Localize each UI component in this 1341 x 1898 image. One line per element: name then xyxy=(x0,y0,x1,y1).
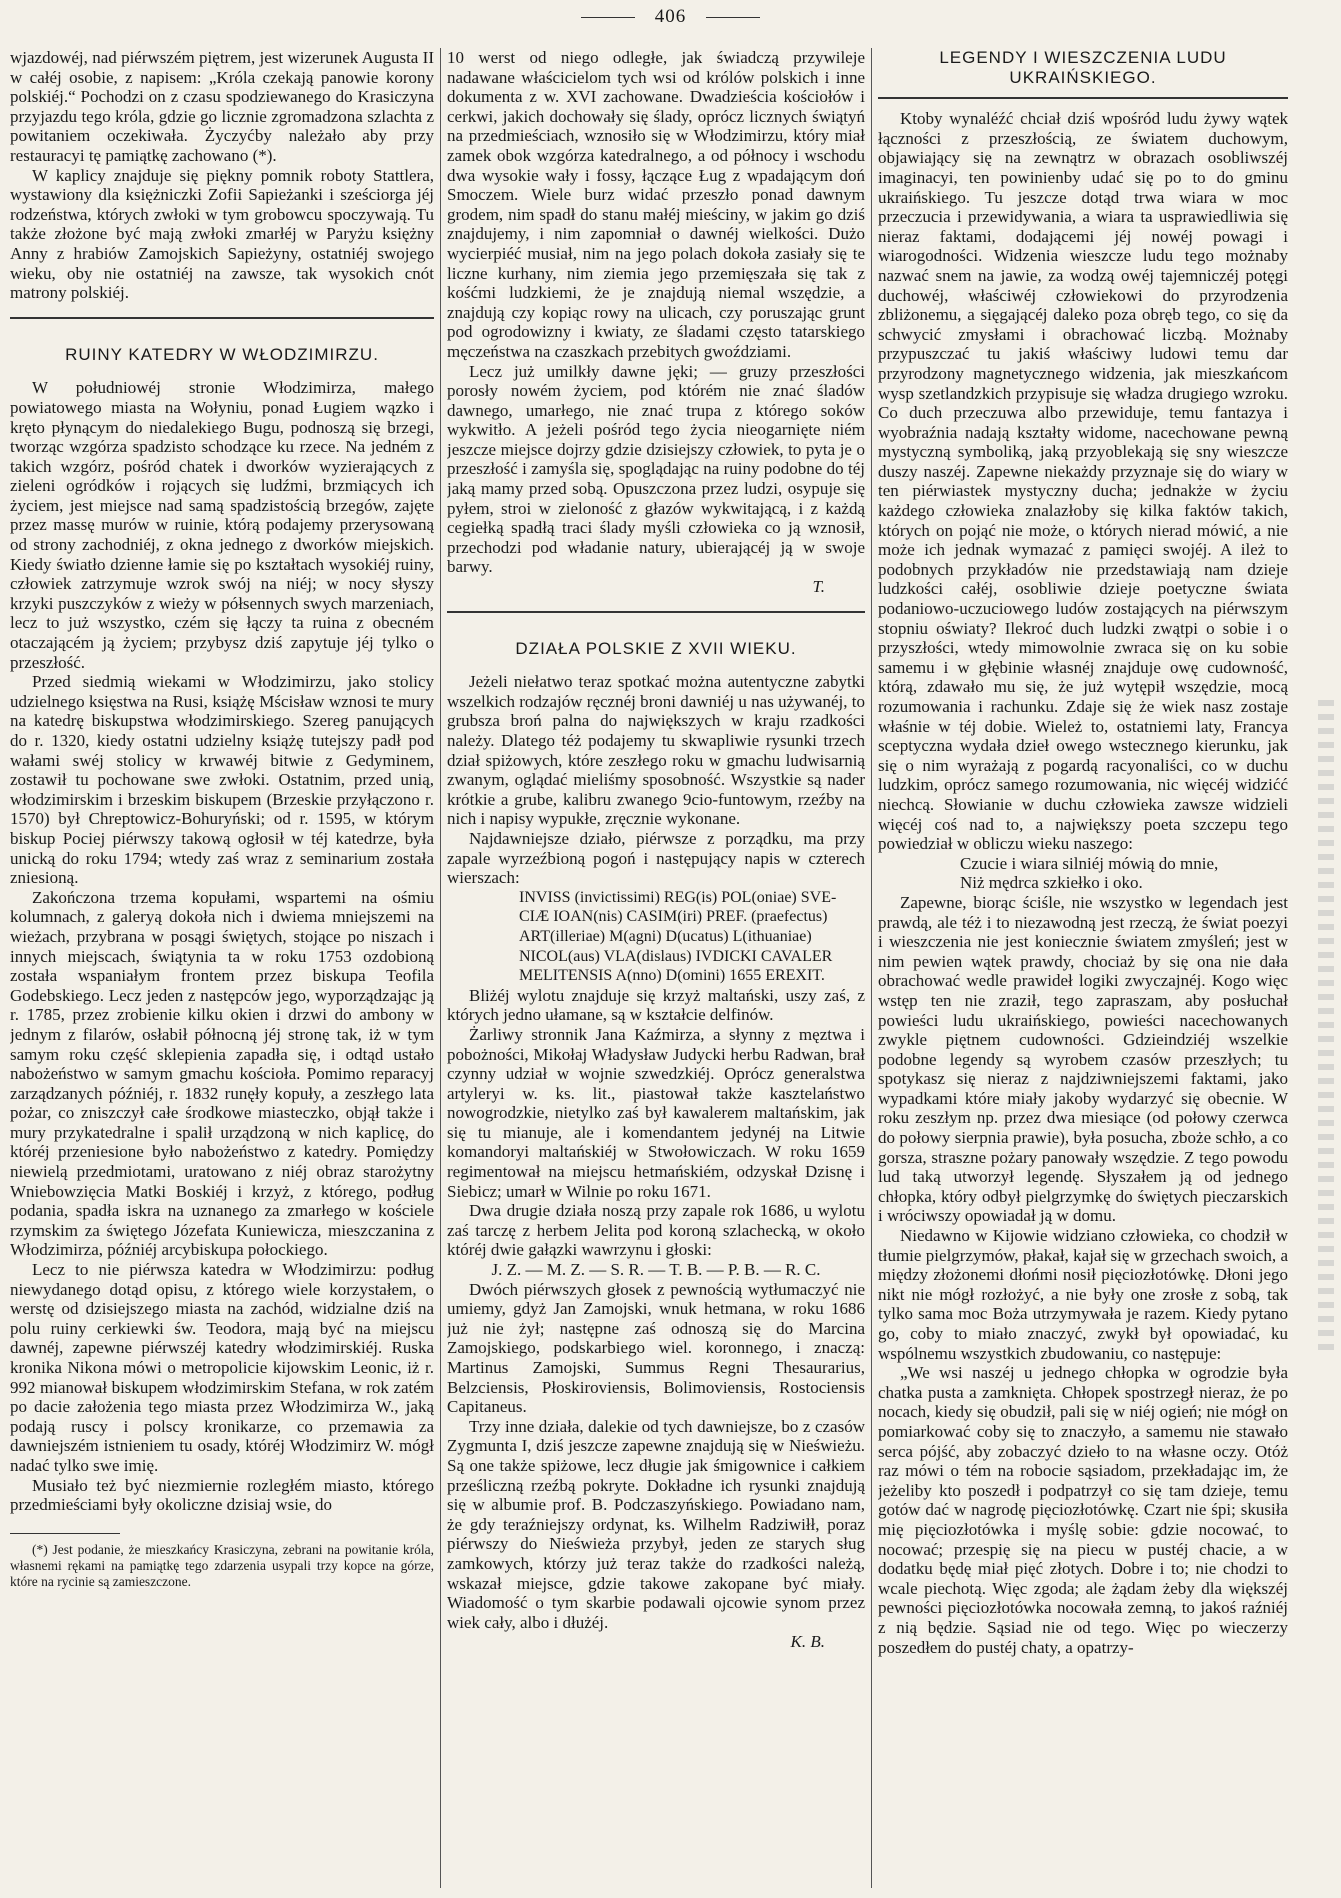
column-3 xyxy=(878,48,1288,1888)
article-paragraph: Dwa drugie działa noszą przy zapale rok 1686, u wylotu zaś tarczę z herbem Jelita pod koroną szlachecką, w około któréj dwie gałązki wawrzynu i głoski: xyxy=(447,1201,865,1260)
page-number: 406 xyxy=(654,6,687,27)
article-paragraph: Dwóch piérwszych głosek z pewnością wytłumaczyć nie umiemy, gdyż Jan Zamojski, wnuk hetmana, w roku 1686 już nie żył; następne zaś odnoszą się do Marcina Zamojskiego, podskarbiego wiel. koronnego, i znaczą: Martinus Zamojski, Summus Regni Thesaurarius, Belzciensis, Płoskiroviensis, Bolimoviensis, Rostociensis Capitaneus. xyxy=(447,1279,865,1417)
column-1 xyxy=(10,48,434,1888)
section-divider xyxy=(447,611,865,613)
poem-quote xyxy=(878,854,1288,893)
article-paragraph: „We wsi naszéj u jednego chłopka w ogrodzie była chatka pusta a zamknięta. Chłopek spostrzegł nieraz, że po nocach, kiedy się obudził, pali się w niéj ogień; nie mógł on pomiarkować coby się to znaczyło, a samemu nie stawało serca pójść, aby zobaczyć dzieło to na własne oczy. Otóż raz mówi o tém na robocie sąsiadom, przekładając im, że jeżeliby kto poszedł i podpatrzył co się tam dzieje, temu gotów dać w nagrodę pięciozłotówkę. Czart nie śpi; skusiła mię pięciozłotówka i myślę sobie: gdzie nocować, to nocować; przespię się na piecu w pustéj chacie, a w dodatku będę miał pięć złotych. Dobre i to; nie chodzi to wcale piechotą. Więc zgoda; ale żądam żeby dla większéj pewności pięciozłotówka nocowała zemną, to jakoś raźniéj z nią będzie. Sąsiad nie od tego. Więc po wieczerzy poszedłem do pustéj chaty, a opatrzy- xyxy=(878,1363,1288,1657)
footnote: (*) Jest podanie, że mieszkańcy Krasiczyna, zebrani na powitanie króla, własnemi rękami na pamiątkę tego zdarzenia usypali trzy kopce na górze, które na rycinie są zamieszczone. xyxy=(10,1541,434,1589)
cannon-letters: J. Z. — M. Z. — S. R. — T. B. — P. B. — R. C. xyxy=(491,1260,821,1280)
article-paragraph: Żarliwy stronnik Jana Kaźmirza, a słynny z męztwa i pobożności, Mikołaj Władysław Judycki herbu Radwan, brał czynny udział w wojnie szwedzkiéj. Oprócz generalstwa artyleryi w. ks. lit., piastował także kasztelaństwo nowogrodzkie, nietylko zaś był kawalerem maltańskim, jak się tu mianuje, ale i komendantem jedynéj na Litwie komandoryi maltańskiéj w Stwołowiczach. W roku 1659 regimentował na miejscu hetmańskiém, odzyskał Dzisnę i Siebicz; umarł w Wilnie po roku 1671. xyxy=(447,1024,865,1201)
column-rule-1 xyxy=(440,48,441,1888)
inscription-line: ART(illeriae) M(agni) D(ucatus) L(ithuaniae) xyxy=(519,927,812,945)
inscription-line: NICOL(aus) VLA(dislaus) IVDICKI CAVALER xyxy=(519,947,833,965)
header-rule-left xyxy=(581,17,635,18)
article-paragraph: Lecz to nie piérwsza katedra w Włodzimirzu: podług niewydanego dotąd opisu, z którego wiele korzystałem, o werstę od dzisiejszego miasta na zachód, widzialne dziś na polu ruiny cerkiewki św. Teodora, mają być na miejscu dawnéj, zapewne piérwszéj katedry włodzimirskiéj. Ruska kronika Nikona mówi o metropolicie kijowskim Leonic, iż r. 992 mianował biskupem włodzimirskim Stefana, w rok zatém po dacie założenia tego miasta przez Włodzimirza W., jaką podają ruscy i polscy kronikarze, co przemawia za dawniejszém istnieniem tu osady, któréj Włodzimirz W. mógł nadać tylko swe imię. xyxy=(10,1260,434,1475)
article-paragraph: Zapewne, biorąc ściśle, nie wszystko w legendach jest prawdą, ale téż i to niezawodną jest rzeczą, że świat poezyi i wieszczenia nie jest koniecznie światem zmyśleń; jest w nim pewien wątek prawdy, chociaż by się ona nie dała obrachować wedle prawideł logiki zwyczajnéj. Kogo więc wstęp ten nie zraził, tego zapraszam, aby posłuchał powieści ludu ukraińskiego, powieści nacechowanych zwykle piętnem cudowności. Gdzieindziéj wszelkie podobne legendy są wyrobem czasów przeszłych; tu spotykasz się nieraz z najdziwniejszemi faktami, jako wypadkami które miały jakoby wydarzyć się obecnie. W roku zeszłym np. przez dwa miesiące (od połowy czerwca do połowy sierpnia prawie), była posucha, zboże schło, a co gorsza, straszne pożary panowały wszędzie. Z tego powodu lud taką utworzył legendę. Słyszałem ją od jednego chłopka, który odbył pielgrzymkę do świętych pieczarskich i wróciwszy opowiadał ją w domu. xyxy=(878,892,1288,1226)
article-paragraph: Trzy inne działa, dalekie od tych dawniejsze, bo z czasów Zygmunta I, dziś jeszcze zapewne znajdują się w Nieświeżu. Są one także spiżowe, lecz długie jak śmigownice i całkiem prześliczną rzeźbą pokryte. Dokładne ich rysunki znajdują się w albumie prof. B. Podczaszyńskiego. Powiadano nam, że gdy teraźniejszy ordynat, ks. Wilhelm Radziwiłł, poraz piérwszy do Nieświeża przybył, jeden ze starych sług zamkowych, którzy już teraz także do rzadkości należą, wskazał miejsce, gdzie takowe zakopane być miały. Wiadomość o tym skarbie podawali ojcowie synom przez wiek cały, albo i dłużéj. xyxy=(447,1416,865,1632)
column-rule-2 xyxy=(871,48,872,1888)
article-paragraph: Bliżéj wylotu znajduje się krzyż maltański, uszy zaś, z których jedno ułamane, są w kształcie delfinów. xyxy=(447,985,865,1025)
article-title-legendy: LEGENDY I WIESZCZENIA LUDU UKRAIŃSKIEGO. xyxy=(878,48,1288,99)
article-paragraph: W południowéj stronie Włodzimirza, małego powiatowego miasta na Wołyniu, ponad Ługiem wązko i kręto płynącym do niedalekiego Bugu, podnoszą się brzegi, tworząc wzgórza spadzisto schodzące ku rzece. Na jedném z takich wzgórz, pośród chatek i dworków wyzierających z zieleni ogródków i rojących się ludźmi, brzmiących ich życiem, jest miejsce nad samą spadzistością brzegów, zajęte przez massę murów w ruinie, którą podajemy przerysowaną od strony zachodniéj, z okna jednego z dworków miejskich. Kiedy światło dzienne łamie się po kształtach wysokiéj ruiny, człowiek zatrzymuje wzrok swój na niéj; w nocy słyszy krzyki puszczyków z wieży w półsennych swych marzeniach, lecz to już wszystko, czém się łączy ta ruina z obecném otaczającém ją życiem; przybysz dziś zapytuje jéj tylko o przeszłość. xyxy=(10,378,434,672)
article-paragraph: Lecz już umilkły dawne jęki; — gruzy przeszłości porosły nowém życiem, pod którém nie znać śladów dawnego, umarłego, nie znać trupa z którego soków wykwitło. A jeżeli pośród tego życia nieogarnięte niém jeszcze miejsce dojrzy gdzie dzisiejszy człowiek, to pyta je o przeszłość i zamyśla się, spoglądając na ruiny podobne do téj jaką mamy przed sobą. Opuszczona przez ludzi, osypuje się pyłem, stroi w zieloność z głazów wykwitającą, i z każdą cegiełką spadłą traci ślady myśli człowieka co ją wznosił, przechodzi pod władanie natury, ubierającéj ją w swoje barwy. xyxy=(447,361,865,577)
article-paragraph: Niedawno w Kijowie widziano człowieka, co chodził w tłumie pielgrzymów, płakał, kajał się w grzechach swoich, a między złożonemi dłońmi nosił pięciozłotówkę. Dłoni jego nikt nie mógł rozłożyć, a nie były one zrosłe z sobą, tak tylko sama moc Boża utrzymywała je razem. Kiedy pytano go, coby to miało znaczyć, zwykł był opowiadać, ku wspólnemu wszystkich zbudowaniu, co następuje: xyxy=(878,1226,1288,1363)
cannon-inscription xyxy=(447,888,865,986)
author-signature: T. xyxy=(812,577,825,597)
column-2 xyxy=(447,48,865,1888)
footnote-rule xyxy=(10,1533,120,1534)
article-paragraph: W kaplicy znajduje się piękny pomnik roboty Stattlera, wystawiony dla księżniczki Zofii Sapieżanki i sześciorga jéj rodzeństwa, których zwłoki w tym grobowcu spoczywają. Tu także złożone być mają zwłoki zmarłéj w Paryżu księżny Anny z hrabiów Zamojskich Sapieżyny, ostatniéj swojego wieku, oby nie ostatniéj na zawsze, tak wysokich cnót matrony polskiéj. xyxy=(10,165,434,303)
article-paragraph: Zakończona trzema kopułami, wspartemi na ośmiu kolumnach, z galeryą dokoła nich i dwiema mniejszemi na wieżach, przybrana w posągi świętych, stojące po niszach i innych miejscach, świątynia ta w roku 1753 ozdobioną została wspaniałym frontem przez biskupa Teofila Godebskiego. Lecz jeden z następców jego, wyporządzając ją r. 1785, przez zrobienie kilku okien i drzwi do ambony w jednym z filarów, osłabił północną jéj stronę tak, iż w tym samym roku część sklepienia zapadła się, i odtąd ustało nabożeństwo w samym gmachu kościoła. Pomimo reparacyj zarządzanych późniéj, r. 1832 runęły kopuły, a zeszłego lata pożar, co zniszczył całe środkowe miasteczko, objął także i mury przykatedralne i spalił urządzoną w nich kaplicę, do któréj przeniesione było nabożeństwo z katedry. Pomiędzy niewielą przedmiotami, uratowano z niéj obraz starożytny Wniebowzięcia Matki Boskiéj i krzyż, z którego, podług podania, spadła iskra na uznanego za zmarłego w kościele rzymskim za świętego Józefata Kuniewicza, mieszczanina z Włodzimirza, późniéj arcybiskupa połockiego. xyxy=(10,887,434,1260)
article-paragraph: 10 werst od niego odległe, jak świadczą przywileje nadawane właścicielom tych wsi od królów polskich i inne dokumenta z w. XVI zachowane. Dwadzieścia kościołów i cerkwi, jakich dochowały się ślady, oprócz licznych świątyń na przedmieściach, wznosiło się w Włodzimirzu, który miał zamek obok wzgórza katedralnego, a od północy i wschodu dwa wysokie wały i fossy, łączące Ług z wpadającym doń Smoczem. Wiele burz widać przeszło ponad dawnym grodem, nim spadł do stanu małéj mieściny, w jakim go dziś znajdujemy, i nim zapomniał o dawnéj wielkości. Dużo wycierpiéć musiał, nim na jego polach dokoła zasiały się te liczne kurhany, nim ziemia jego przemięszała się tak z kośćmi ludzkiemi, że je znajdują niemal wszędzie, a znajdują czy kopiąc rowy na ulicach, czy poruszając grunt pod ogrodowizny i kwiaty, ze śladami często tatarskiego męczeństwa na czaszkach przebitych gwoździami. xyxy=(447,48,865,361)
verse-line: Czucie i wiara silniéj mówią do mnie, xyxy=(960,853,1219,873)
page-edge-strip xyxy=(1318,700,1334,1350)
inscription-line: CIÆ IOAN(nis) CASIM(iri) PREF. (praefectus) xyxy=(519,908,828,926)
verse-line: Niż mędrca szkiełko i oko. xyxy=(960,873,1143,893)
inscription-line: MELITENSIS A(nno) D(omini) 1655 EREXIT. xyxy=(519,967,825,985)
header-rule-right xyxy=(706,17,760,18)
article-title-ruiny: RUINY KATEDRY W WŁODZIMIRZU. xyxy=(65,344,379,364)
page-header xyxy=(0,6,1341,28)
article-paragraph: Przed siedmią wiekami w Włodzimirzu, jako stolicy udzielnego księstwa na Rusi, książę Mścisław wznosi te mury na katedrę biskupstwa włodzimirskiego. Szereg panujących do r. 1320, kiedy ostatni udzielny książę tutejszy padł pod wałami swéj stolicy w krwawéj bitwie z Gedyminem, zostawił tu pochowane swe zwłoki. Ostatnim, przed unią, włodzimirskim i brzeskim biskupem (Brzeskie przyłączono r. 1570) był Chreptowicz-Bohuryński; od r. 1595, w którym biskup Pociej piérwszy takową ogłosił w téj katedrze, była unicką do roku 1794; wtedy zaś wraz z seminarium została zniesioną. xyxy=(10,672,434,888)
inscription-line: INVISS (invictissimi) REG(is) POL(oniae) SVE- xyxy=(519,888,837,906)
author-signature: K. B. xyxy=(790,1632,825,1652)
article-paragraph: Najdawniejsze działo, piérwsze z porządku, ma przy zapale wyrzeźbioną pogoń i następujący napis w czterech wierszach: xyxy=(447,828,865,888)
article-paragraph: Musiało też być niezmiernie rozległém miasto, którego przedmieściami były okoliczne dzisiaj wsie, do xyxy=(10,1475,434,1515)
article-paragraph: wjazdowéj, nad piérwszém piętrem, jest wizerunek Augusta II w całéj osobie, z napisem: „Króla czekają panowie korony polskiéj.“ Pochodzi on z czasu spodziewanego do Krasiczyna przyjazdu tego króla, gdzie go licznie zgromadzona szlachta z powitaniem oczekiwała. Życzyćby należało aby przy restauracyi tę pamiątkę zachowano (*). xyxy=(10,48,434,165)
article-title-dziala: DZIAŁA POLSKIE Z XVII WIEKU. xyxy=(515,638,797,658)
article-paragraph: Ktoby wynaléźć chciał dziś wpośród ludu żywy wątek łączności z przeszłością, ze światem duchowym, objawiający się na zewnątrz w obrazach osobliwszéj imaginacyi, ten powinienby udać się po to do gminu ukraińskiego. Tu jeszcze dotąd trwa wiara w moc przeczucia i przewidywania, a wiara ta usprawiedliwia się nieraz faktami, dodającemi jéj nowéj powagi i wiarogodności. Widzenia wieszcze ludu tego możnaby nazwać snem na jawie, za wodzą owéj tajemniczéj potęgi duchowéj, właściwéj człowiekowi do przyrodzenia zbliżonemu, a sięgającéj daleko poza obręb tego, co się da schwycić zmysłami i obrachować liczbą. Możnaby przypuszczać tu jakiś właściwy ludowi temu dar przyrodzony magnetycznego widzenia, jak mieszkańcom wysp szetlandzkich przypisuje się władza drugiego wzroku. Co duch przeczuwa albo przewiduje, temu fantazya i wyobraźnia nadają kształty widome, nacechowane pewną mystyczną symboliką, jaką przyoblekają się sny wieszcze duszy naszéj. Zapewne niekażdy przyznaje się do wiary w ten piérwiastek mystyczny ducha; jednakże w życiu każdego człowieka znalazłoby się kilka faktów takich, których on pojąć nie może, o których nierad mówić, a nie może ich jednak wymazać z pamięci swojéj. A ileż to podobnych przykładów nie przedstawiają nam dzieje ludzkości całéj, osobliwie dzieje poetyczne świata podaniowo-uczuciowego ludów zostających na piérwszym stopniu oświaty? Ilekroć duch ludzki zwątpi o sobie i o przyszłości, wtedy mimowolnie zwraca się on ku sobie samemu i w głębinie własnéj znajduje owę cudowność, którą, zdawało mu się, że już wytępił wszędzie, mocą rozumowania i rachunku. Zdaje się że wiek nasz zostaje właśnie w téj dobie. Wieleż to, ostatniemi laty, Francya sceptyczna wydała dzieł owego wstecznego kierunku, jak się o nim wyrażają z pogardą racyonaliści, co w duchu ludzkim, oprócz samego rozumowania, nic więcéj widzićć niechcą. Słowianie w duchu człowieka zawsze widzieli więcéj coś nad to, a największy poeta szczepu tego powiedział w obliczu wieku naszego: xyxy=(878,109,1288,854)
section-divider xyxy=(10,317,434,319)
article-paragraph: Jeżeli niełatwo teraz spotkać można autentyczne zabytki wszelkich rodzajów ręcznéj broni dawniéj u nas używanéj, to grubsza broń palna do największych w kraju rzadkości należy. Dlatego téż podajemy tu skwapliwie rysunki trzech dział spiżowych, które zeszłego roku w gmachu ludwisarnią zwanym, oglądać mieliśmy sposobność. Wszystkie są nader krótkie a grube, kalibru zwanego 9cio-funtowym, rzeźby na nich i napisy wypukłe, zręcznie wykonane. xyxy=(447,672,865,829)
